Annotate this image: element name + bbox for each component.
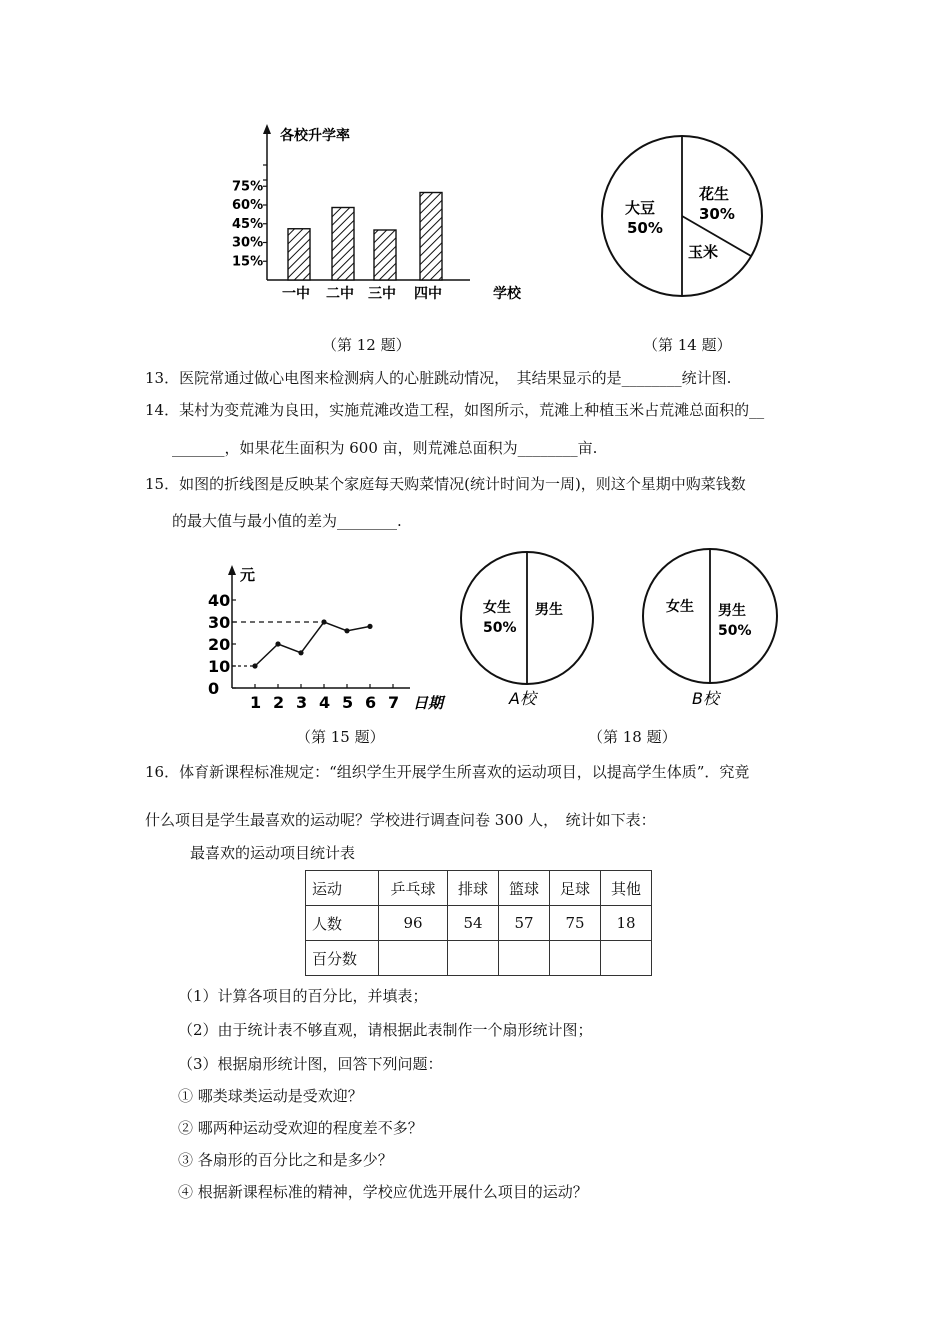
stats-table bbox=[305, 870, 652, 976]
bar-2 bbox=[332, 208, 354, 281]
bar-xtick-label: 二中 bbox=[326, 286, 354, 302]
pie14-label-dadou: 大豆 bbox=[625, 199, 656, 217]
question-15-line1: 15．如图的折线图是反映某个家庭每天购菜情况(统计时间为一周)，则这个星期中购菜钱数 bbox=[145, 475, 746, 493]
line-point bbox=[275, 641, 280, 646]
bar-ytick-label: 15% bbox=[232, 254, 264, 270]
line-point bbox=[344, 628, 349, 633]
question-13: 13．医院常通过做心电图来检测病人的心脏跳动情况， 其结果显示的是________统计图. bbox=[145, 369, 732, 387]
table-cell bbox=[601, 941, 652, 976]
line-ylabel: 元 bbox=[240, 566, 256, 584]
table-cell: 篮球 bbox=[499, 871, 550, 906]
question-16-line1: 16．体育新课程标准规定：“组织学生开展学生所喜欢的运动项目，以提高学生体质”．究竟 bbox=[145, 763, 750, 781]
bar-ytick-label: 45% bbox=[232, 216, 264, 232]
pie-b-left-label: 女生 bbox=[666, 599, 694, 615]
line-xtick-label: 1 bbox=[250, 693, 262, 712]
pie-b-right-pct: 50% bbox=[718, 623, 752, 639]
line-y-arrow bbox=[228, 565, 236, 575]
pie-chart-14 bbox=[598, 133, 768, 303]
line-xtick-label: 3 bbox=[296, 693, 308, 712]
table-cell: 乒乓球 bbox=[379, 871, 448, 906]
pie-a-left-label: 女生 bbox=[483, 600, 511, 616]
question-14-line1: 14．某村为变荒滩为良田，实施荒滩改造工程，如图所示，荒滩上种植玉米占荒滩总面积的__ bbox=[145, 401, 765, 419]
table-cell: 其他 bbox=[601, 871, 652, 906]
table-cell: 96 bbox=[379, 906, 448, 941]
caption-12: （第 12 题） bbox=[322, 336, 411, 354]
line-chart-15 bbox=[200, 560, 460, 715]
table-cell: 人数 bbox=[306, 906, 379, 941]
line-xlabel: 日期 bbox=[413, 694, 444, 712]
table-cell: 足球 bbox=[550, 871, 601, 906]
table-cell: 18 bbox=[601, 906, 652, 941]
pie14-label-huasheng: 花生 bbox=[699, 185, 730, 203]
pie14-label-yumi: 玉米 bbox=[688, 243, 719, 261]
table-cell: 百分数 bbox=[306, 941, 379, 976]
table-cell: 运动 bbox=[306, 871, 379, 906]
table-row bbox=[306, 906, 652, 941]
pie-chart-a bbox=[455, 548, 600, 713]
line-ytick-label: 40 bbox=[208, 591, 231, 610]
line-point bbox=[298, 650, 303, 655]
sub-question-c3: ③ 各扇形的百分比之和是多少？ bbox=[178, 1151, 393, 1169]
table-cell bbox=[499, 941, 550, 976]
line-ytick-label: 10 bbox=[208, 657, 231, 676]
bar-xlabel: 学校 bbox=[493, 286, 521, 302]
table-cell: 75 bbox=[550, 906, 601, 941]
caption-15: （第 15 题） bbox=[296, 728, 385, 746]
pie-a-right-label: 男生 bbox=[535, 602, 563, 618]
pie-b-right-label: 男生 bbox=[718, 603, 746, 619]
caption-18: （第 18 题） bbox=[588, 728, 677, 746]
question-15-line2: 的最大值与最小值的差为________. bbox=[172, 512, 402, 530]
sub-question-1: （1）计算各项目的百分比，并填表； bbox=[178, 987, 428, 1005]
sub-question-c2: ② 哪两种运动受欢迎的程度差不多？ bbox=[178, 1119, 423, 1137]
table-title: 最喜欢的运动项目统计表 bbox=[190, 844, 356, 862]
bar-4 bbox=[420, 193, 442, 281]
bar-xtick-label: 三中 bbox=[368, 286, 396, 302]
pie-b-name: B校 bbox=[692, 689, 719, 708]
caption-14: （第 14 题） bbox=[643, 336, 732, 354]
bar-ytick-label: 60% bbox=[232, 198, 264, 213]
sub-question-c4: ④ 根据新课程标准的精神，学校应优选开展什么项目的运动？ bbox=[178, 1183, 588, 1201]
bar-ytick-label: 75% bbox=[232, 179, 264, 195]
line-point bbox=[252, 663, 257, 668]
table-cell bbox=[379, 941, 448, 976]
line-point bbox=[367, 624, 372, 629]
pie14-pct-huasheng: 30% bbox=[699, 205, 735, 223]
sub-question-2: （2）由于统计表不够直观，请根据此表制作一个扇形统计图； bbox=[178, 1021, 593, 1039]
sub-question-3: （3）根据扇形统计图，回答下列问题： bbox=[178, 1055, 443, 1073]
line-series bbox=[255, 622, 370, 666]
bar-3 bbox=[374, 230, 396, 280]
line-ytick-label: 0 bbox=[208, 679, 220, 698]
table-cell: 排球 bbox=[448, 871, 499, 906]
table-row bbox=[306, 941, 652, 976]
line-xtick-label: 4 bbox=[319, 693, 331, 712]
line-point bbox=[321, 619, 326, 624]
bar-title: 各校升学率 bbox=[280, 128, 350, 144]
line-ytick-label: 20 bbox=[208, 635, 231, 654]
table-row bbox=[306, 871, 652, 906]
pie-a-name: A校 bbox=[509, 689, 536, 708]
sub-question-c1: ① 哪类球类运动是受欢迎？ bbox=[178, 1087, 363, 1105]
bar-xtick-label: 一中 bbox=[282, 286, 310, 302]
table-cell bbox=[550, 941, 601, 976]
table-cell: 54 bbox=[448, 906, 499, 941]
bar-1 bbox=[288, 229, 310, 280]
line-xtick-label: 7 bbox=[388, 693, 400, 712]
bar-y-arrow bbox=[263, 124, 271, 134]
question-14-line2: _______，如果花生面积为 600 亩，则荒滩总面积为________亩. bbox=[172, 439, 598, 457]
bar-chart bbox=[232, 120, 540, 305]
table-cell: 57 bbox=[499, 906, 550, 941]
bar-ytick-label: 30% bbox=[232, 235, 264, 251]
question-16-line2: 什么项目是学生最喜欢的运动呢？学校进行调查问卷 300 人， 统计如下表： bbox=[145, 811, 656, 829]
bar-xtick-label: 四中 bbox=[414, 286, 442, 302]
table-cell bbox=[448, 941, 499, 976]
line-xtick-label: 6 bbox=[365, 693, 377, 712]
line-xtick-label: 2 bbox=[273, 693, 285, 712]
line-xtick-label: 5 bbox=[342, 693, 354, 712]
pie-chart-b bbox=[638, 543, 788, 713]
pie-a-left-pct: 50% bbox=[483, 620, 517, 636]
pie14-pct-dadou: 50% bbox=[627, 219, 663, 237]
line-ytick-label: 30 bbox=[208, 613, 231, 632]
